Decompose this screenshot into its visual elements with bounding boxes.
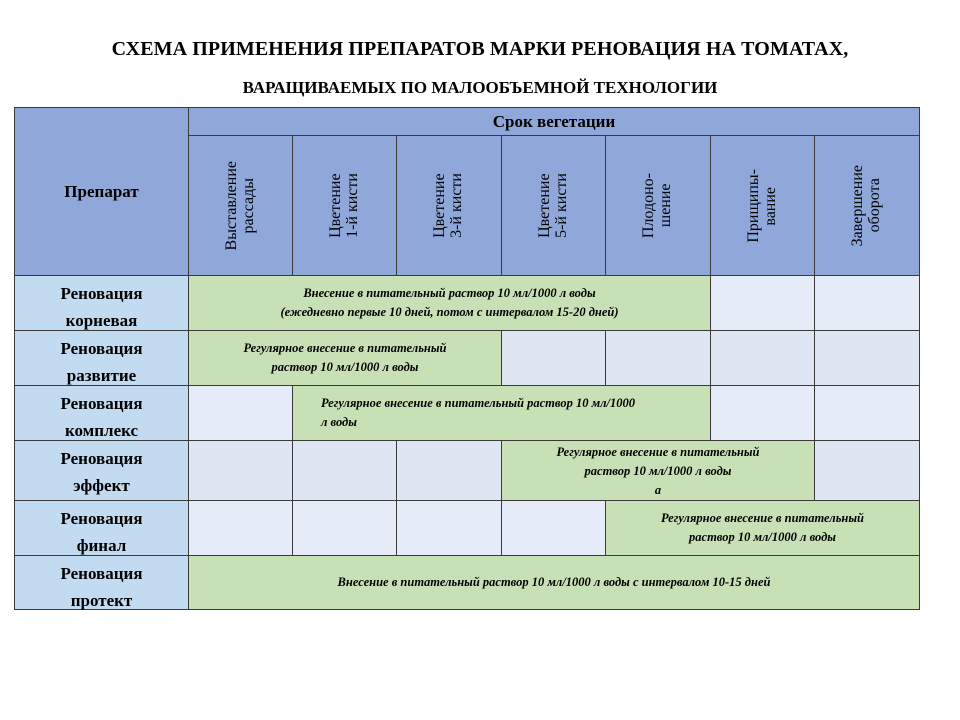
empty-cell: [188, 500, 293, 556]
application-period-cell: [188, 555, 920, 610]
application-schedule-table: [14, 107, 920, 610]
table-row-name-cell: [14, 275, 189, 331]
column-header-label: Плодоно- шение: [640, 172, 674, 239]
page-title: СХЕМА ПРИМЕНЕНИЯ ПРЕПАРАТОВ МАРКИ РЕНОВАЦИЯ НА ТОМАТАХ,: [111, 38, 849, 60]
column-header: [396, 135, 502, 276]
empty-cell: [188, 385, 293, 441]
application-note: Внесение в питательный раствор 10 мл/1000 л воды (ежедневно первые 10 дней, потом с интервалом 15-20 дней): [280, 286, 619, 319]
column-header-label: Прищипы- вание: [744, 168, 779, 243]
application-period-cell: [188, 275, 711, 331]
application-note: Регулярное внесение в питательный раствор 10 мл/1000 л воды: [243, 341, 447, 374]
column-header-label: Цветение 3-й кисти: [431, 173, 465, 238]
empty-cell: [292, 440, 397, 501]
application-note: Внесение в питательный раствор 10 мл/1000 л воды с интервалом 10-15 дней: [337, 575, 771, 589]
table-row-name-cell: [14, 385, 189, 441]
empty-cell: [710, 330, 815, 386]
column-header-label: Цветение 5-й кисти: [535, 173, 570, 238]
empty-cell: [814, 275, 920, 331]
table-row-name-cell: [14, 555, 189, 610]
empty-cell: [814, 385, 920, 441]
column-header: [501, 135, 606, 276]
preparation-name: Реновация протект: [60, 564, 143, 610]
preparation-name: Реновация корневая: [60, 284, 143, 330]
table-row-name-cell: [14, 500, 189, 556]
empty-cell: [814, 330, 920, 386]
application-period-cell: [188, 330, 502, 386]
empty-cell: [710, 385, 815, 441]
empty-cell: [188, 440, 293, 501]
preparation-name: Реновация развитие: [60, 339, 143, 385]
header-period-cell: [188, 107, 920, 136]
header-period-label: Срок вегетации: [492, 111, 616, 131]
application-note: Регулярное внесение в питательный раствор 10 мл/1000 л воды: [660, 511, 864, 544]
empty-cell: [710, 275, 815, 331]
application-note: Регулярное внесение в питательный раствор 10 мл/1000 л воды а: [556, 445, 760, 497]
header-preparat-label: Препарат: [64, 181, 139, 201]
empty-cell: [292, 500, 397, 556]
empty-cell: [396, 500, 502, 556]
column-header: [814, 135, 920, 276]
empty-cell: [396, 440, 502, 501]
header-preparat-cell: [14, 107, 189, 276]
preparation-name: Реновация финал: [60, 509, 143, 555]
column-header: [605, 135, 711, 276]
empty-cell: [501, 330, 606, 386]
column-header-label: Завершение оборота: [849, 164, 883, 247]
column-header-label: Цветение 1-й кисти: [326, 173, 361, 238]
table-row-name-cell: [14, 440, 189, 501]
application-note: Регулярное внесение в питательный раствор 10 мл/1000 л воды: [321, 396, 636, 429]
application-period-cell: [292, 385, 711, 441]
empty-cell: [501, 500, 606, 556]
empty-cell: [605, 330, 711, 386]
column-header-label: Выставление рассады: [222, 160, 257, 251]
column-header: [292, 135, 397, 276]
page-subtitle: ВАРАЩИВАЕМЫХ ПО МАЛООБЪЕМНОЙ ТЕХНОЛОГИИ: [242, 78, 718, 97]
application-period-cell: [605, 500, 920, 556]
preparation-name: Реновация комплекс: [60, 394, 143, 440]
table-row-name-cell: [14, 330, 189, 386]
column-header: [188, 135, 293, 276]
application-period-cell: [501, 440, 815, 501]
empty-cell: [814, 440, 920, 501]
column-header: [710, 135, 815, 276]
preparation-name: Реновация эффект: [60, 449, 143, 495]
